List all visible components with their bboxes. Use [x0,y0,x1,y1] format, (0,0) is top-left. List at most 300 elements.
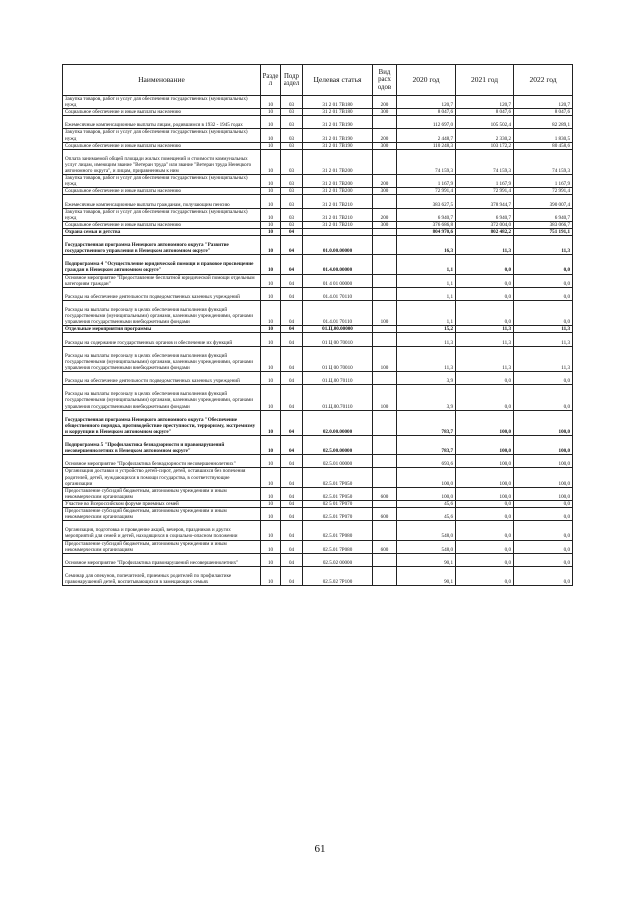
row-2022-cell: 100,0 [514,468,573,487]
row-vid-cell: 200 [373,96,397,109]
row-article-cell: 31 2 01 7В210 [303,195,373,208]
row-vid-cell: 600 [373,540,397,553]
row-podrazdel-cell: 04 [281,300,303,325]
table-row [63,228,573,235]
row-article-cell: 01.Ц.00 70110 [303,372,373,385]
row-2021-cell: 0,0 [456,287,514,300]
row-name-cell: Расходы на выплаты персоналу в целях обеспечения выполнения функций государственными (муниципальными) органами, казенными учреждениями, органами управления государственными внебюджетными фондами [63,346,261,371]
row-2022-cell: 120,7 [514,96,573,109]
row-2021-cell: 0,0 [456,385,514,410]
row-2022-cell: 82 289,1 [514,116,573,129]
row-podrazdel-cell: 04 [281,346,303,371]
row-podrazdel-cell: 03 [281,175,303,188]
table-row [63,540,573,553]
row-name-cell: Подпрограмма 4 "Осуществление юридической помощи и правовое просвещение граждан в Ненецком автономном округе" [63,255,261,274]
table-row [63,287,573,300]
row-name-cell: Участие во Всероссийском форуме приемных семей [63,500,261,507]
header-vid: Вид расх одов [373,65,397,96]
row-2022-cell: 0,0 [514,566,573,585]
table-row [63,274,573,287]
row-vid-cell [373,410,397,435]
row-2021-cell: 0,0 [456,255,514,274]
row-2021-cell: 100,0 [456,468,514,487]
row-2022-cell: 11,3 [514,235,573,254]
row-vid-cell [373,255,397,274]
row-2021-cell: 378 944,7 [456,195,514,208]
row-2020-cell: 120,7 [397,96,456,109]
row-podrazdel-cell: 04 [281,487,303,500]
row-podrazdel-cell: 04 [281,540,303,553]
row-2020-cell: 15,2 [397,326,456,333]
row-2022-cell: 80 458,6 [514,142,573,149]
row-article-cell: 02.5.01 00000 [303,455,373,468]
row-name-cell: Основное мероприятие "Профилактика правонарушений несовершеннолетних" [63,553,261,566]
row-2020-cell: 72 991,4 [397,188,456,195]
row-vid-cell [373,149,397,174]
row-2021-cell: 0,0 [456,553,514,566]
row-vid-cell [373,287,397,300]
row-name-cell: Основное мероприятие "Предоставление бесплатной юридической помощи отдельным категориям граждан" [63,274,261,287]
row-article-cell: 31 2 01 7В200 [303,188,373,195]
row-vid-cell: 300 [373,142,397,149]
row-podrazdel-cell: 03 [281,208,303,221]
row-2021-cell: 11,3 [456,235,514,254]
row-2022-cell: 0,0 [514,372,573,385]
row-name-cell: Предоставление субсидий бюджетным, автономным учреждениям и иным некоммерческим организациям [63,540,261,553]
row-vid-cell: 200 [373,208,397,221]
row-name-cell: Отдельные мероприятия программы [63,326,261,333]
row-vid-cell [373,195,397,208]
row-2022-cell: 0,0 [514,255,573,274]
row-razdel-cell: 10 [261,116,281,129]
row-2022-cell: 0,0 [514,553,573,566]
row-2022-cell: 0,0 [514,521,573,540]
table-row [63,96,573,109]
row-razdel-cell: 10 [261,274,281,287]
row-vid-cell: 300 [373,221,397,228]
row-article-cell: 01 Ц 00 70010 [303,333,373,346]
row-podrazdel-cell: 04 [281,326,303,333]
row-2020-cell: 110 248,3 [397,142,456,149]
row-2021-cell: 11,3 [456,346,514,371]
row-podrazdel-cell: 04 [281,468,303,487]
row-vid-cell [373,228,397,235]
row-podrazdel-cell: 03 [281,109,303,116]
row-name-cell: Организация, подготовка и проведение акций, вечеров, праздников и других мероприятий для семей и детей, находящихся в социально-опасном положении [63,521,261,540]
row-2020-cell: 112 697,0 [397,116,456,129]
table-body [63,96,573,586]
row-podrazdel-cell: 03 [281,96,303,109]
row-name-cell: Государственная программа Ненецкого автономного округа "Развитие государственного управления в Ненецком автономном округе" [63,235,261,254]
row-podrazdel-cell: 03 [281,188,303,195]
row-2021-cell: 100,0 [456,455,514,468]
row-podrazdel-cell: 03 [281,149,303,174]
table-row [63,195,573,208]
row-article-cell: 31 2 01 7В190 [303,129,373,142]
table-row [63,455,573,468]
row-podrazdel-cell: 03 [281,221,303,228]
row-podrazdel-cell: 04 [281,500,303,507]
row-razdel-cell: 10 [261,149,281,174]
table-row [63,300,573,325]
row-vid-cell: 200 [373,129,397,142]
table-row [63,235,573,254]
row-razdel-cell: 10 [261,287,281,300]
row-2020-cell: 383 627,5 [397,195,456,208]
row-podrazdel-cell: 04 [281,333,303,346]
row-razdel-cell: 10 [261,500,281,507]
row-name-cell: Основное мероприятие "Профилактика безнадзорности несовершеннолетних" [63,455,261,468]
row-2022-cell: 11,3 [514,333,573,346]
row-name-cell: Социальное обеспечение и иные выплаты населению [63,188,261,195]
row-podrazdel-cell: 04 [281,228,303,235]
row-2021-cell: 0,0 [456,500,514,507]
table-row [63,255,573,274]
row-2020-cell: 1,1 [397,287,456,300]
row-article-cell: 02.5.02 00000 [303,553,373,566]
row-2020-cell: 100,0 [397,468,456,487]
row-razdel-cell: 10 [261,235,281,254]
row-2022-cell: 100,0 [514,410,573,435]
row-vid-cell: 100 [373,385,397,410]
row-article-cell: 31 2 01 7В210 [303,221,373,228]
row-razdel-cell: 10 [261,385,281,410]
row-2022-cell: 0,0 [514,274,573,287]
row-2022-cell: 0,0 [514,385,573,410]
row-2022-cell: 0,0 [514,287,573,300]
row-name-cell: Предоставление субсидий бюджетным, автономным учреждениям и иным некоммерческим организациям [63,508,261,521]
table-row [63,116,573,129]
row-name-cell: Расходы на обеспечение деятельности подведомственных казенных учреждений [63,372,261,385]
row-2021-cell: 0,0 [456,566,514,585]
row-2020-cell: 8 047,6 [397,109,456,116]
row-2021-cell: 0,0 [456,508,514,521]
row-razdel-cell: 10 [261,333,281,346]
row-razdel-cell: 10 [261,188,281,195]
row-2022-cell: 11,3 [514,326,573,333]
row-2020-cell: 1 167,9 [397,175,456,188]
row-2021-cell: 100,0 [456,410,514,435]
row-2021-cell: 0,0 [456,540,514,553]
row-2021-cell: 11,3 [456,326,514,333]
row-article-cell: 01.4.01 70110 [303,287,373,300]
row-article-cell: 31 2 01 7В210 [303,208,373,221]
row-podrazdel-cell: 04 [281,521,303,540]
row-razdel-cell: 10 [261,346,281,371]
row-razdel-cell: 10 [261,521,281,540]
row-name-cell: Закупка товаров, работ и услуг для обеспечения государственных (муниципальных) нужд [63,208,261,221]
row-podrazdel-cell: 03 [281,129,303,142]
row-name-cell: Социальное обеспечение и иные выплаты населению [63,109,261,116]
row-article-cell: 01 Ц 00 70010 [303,346,373,371]
row-2021-cell: 1 167,9 [456,175,514,188]
row-name-cell: Ежемесячные компенсационные выплаты гражданам, получающим пенсию [63,195,261,208]
row-vid-cell [373,500,397,507]
row-razdel-cell: 10 [261,208,281,221]
header-podrazdel: Подр аздел [281,65,303,96]
table-row [63,221,573,228]
row-article-cell: 01.4.01 70110 [303,300,373,325]
table-row [63,372,573,385]
row-article-cell [303,228,373,235]
row-2020-cell: 1,1 [397,255,456,274]
row-2022-cell: 8 047,6 [514,109,573,116]
row-2022-cell: 100,0 [514,455,573,468]
row-razdel-cell: 10 [261,487,281,500]
row-vid-cell: 100 [373,300,397,325]
row-2020-cell: 6 940,7 [397,208,456,221]
row-2022-cell: 390 007,4 [514,195,573,208]
row-article-cell: 02.5.01 7Р050 [303,468,373,487]
row-podrazdel-cell: 04 [281,435,303,454]
table-row [63,410,573,435]
table-row [63,487,573,500]
row-name-cell: Закупка товаров, работ и услуг для обеспечения государственных (муниципальных) нужд [63,175,261,188]
row-2022-cell: 0,0 [514,540,573,553]
row-2020-cell: 783,7 [397,435,456,454]
row-2022-cell: 72 991,4 [514,188,573,195]
row-name-cell: Закупка товаров, работ и услуг для обеспечения государственных (муниципальных) нужд [63,129,261,142]
table-row [63,385,573,410]
row-podrazdel-cell: 04 [281,255,303,274]
row-name-cell: Государственная программа Ненецкого автономного округа "Обеспечение общественного порядка, противодействие преступности, терроризму, экстремизму и коррупции в Ненецком автономном округе" [63,410,261,435]
row-razdel-cell: 10 [261,175,281,188]
row-2022-cell: 751 191,1 [514,228,573,235]
row-2020-cell: 1,1 [397,300,456,325]
row-article-cell: 31 2 01 7В200 [303,175,373,188]
row-2021-cell: 802 482,2 [456,228,514,235]
row-2021-cell: 103 172,2 [456,142,514,149]
row-article-cell: 02.5.01 7Р070 [303,508,373,521]
row-vid-cell [373,566,397,585]
row-2022-cell: 100,0 [514,435,573,454]
row-vid-cell: 600 [373,487,397,500]
row-razdel-cell: 10 [261,228,281,235]
row-razdel-cell: 10 [261,326,281,333]
table-row [63,500,573,507]
row-2020-cell: 45,6 [397,500,456,507]
header-2021: 2021 год [456,65,514,96]
row-2020-cell: 11,3 [397,333,456,346]
row-2020-cell: 100,0 [397,487,456,500]
row-podrazdel-cell: 04 [281,566,303,585]
row-vid-cell [373,372,397,385]
row-article-cell: 31 2 01 7В180 [303,96,373,109]
row-name-cell: Оплата занимаемой общей площади жилых помещений и стоимости коммунальных услуг лицам, имеющим звание "Ветеран труда" или звание "Ветеран труда Ненецкого автономного округа", и лицам, приравненным к ним [63,149,261,174]
row-2021-cell: 105 502,4 [456,116,514,129]
table-row [63,188,573,195]
row-vid-cell: 600 [373,508,397,521]
row-razdel-cell: 10 [261,410,281,435]
row-2022-cell: 0,0 [514,508,573,521]
row-razdel-cell: 10 [261,540,281,553]
row-2022-cell: 1 830,5 [514,129,573,142]
row-article-cell: 01.0.00.00000 [303,235,373,254]
row-vid-cell [373,116,397,129]
row-2021-cell: 100,0 [456,487,514,500]
row-2021-cell: 2 330,2 [456,129,514,142]
row-vid-cell [373,521,397,540]
table-row [63,142,573,149]
row-podrazdel-cell: 04 [281,274,303,287]
table-row [63,468,573,487]
row-2021-cell: 11,3 [456,333,514,346]
row-2021-cell: 6 940,7 [456,208,514,221]
row-2022-cell: 74 159,3 [514,149,573,174]
row-article-cell: 31 2 01 7В200 [303,149,373,174]
table-row [63,566,573,585]
row-razdel-cell: 10 [261,435,281,454]
row-podrazdel-cell: 04 [281,385,303,410]
row-vid-cell: 100 [373,346,397,371]
row-2021-cell: 72 991,4 [456,188,514,195]
header-article: Целевая статья [303,65,373,96]
row-2020-cell: 548,0 [397,521,456,540]
row-2020-cell: 16,3 [397,235,456,254]
row-2020-cell: 548,0 [397,540,456,553]
row-name-cell: Закупка товаров, работ и услуг для обеспечения государственных (муниципальных) нужд [63,96,261,109]
row-razdel-cell: 10 [261,109,281,116]
row-2021-cell: 100,0 [456,435,514,454]
row-vid-cell: 300 [373,109,397,116]
row-2021-cell: 0,0 [456,372,514,385]
table-row [63,208,573,221]
row-2020-cell: 11,3 [397,346,456,371]
row-name-cell: Расходы на содержание государственных органов и обеспечение их функций [63,333,261,346]
row-name-cell: Семинар для опекунов, попечителей, приемных родителей по профилактике правонарушений детей, воспитывающихся в замещающих семьях [63,566,261,585]
row-2022-cell: 1 167,9 [514,175,573,188]
table-row [63,521,573,540]
row-2020-cell: 693,6 [397,455,456,468]
page-number: 61 [314,843,326,855]
row-vid-cell [373,468,397,487]
row-vid-cell [373,553,397,566]
row-article-cell: 01.Ц.00.00000 [303,326,373,333]
row-podrazdel-cell: 03 [281,195,303,208]
row-podrazdel-cell: 04 [281,235,303,254]
row-2022-cell: 0,0 [514,300,573,325]
row-name-cell: Социальное обеспечение и иные выплаты населению [63,221,261,228]
row-article-cell: 02.5.01 7Р080 [303,521,373,540]
row-2022-cell: 0,0 [514,500,573,507]
row-2022-cell: 11,3 [514,346,573,371]
row-article-cell: 02.5.01 7Р050 [303,487,373,500]
table-row [63,553,573,566]
row-vid-cell: 300 [373,188,397,195]
table-row [63,326,573,333]
table-row [63,435,573,454]
row-podrazdel-cell: 04 [281,287,303,300]
row-article-cell: 31 2 01 7В190 [303,142,373,149]
row-2021-cell: 0,0 [456,300,514,325]
header-2020: 2020 год [397,65,456,96]
row-2021-cell: 8 047,6 [456,109,514,116]
row-razdel-cell: 10 [261,553,281,566]
row-2020-cell: 2 448,7 [397,129,456,142]
row-name-cell: Организация доставки и устройство детей-сирот, детей, оставшихся без попечения родителей, детей, нуждающихся в помощи государства, в соответствующие организации [63,468,261,487]
row-podrazdel-cell: 03 [281,142,303,149]
row-vid-cell [373,274,397,287]
row-2020-cell: 74 159,3 [397,149,456,174]
document-page [62,64,572,586]
row-vid-cell [373,455,397,468]
row-name-cell: Предоставление субсидий бюджетным, автономным учреждениям и иным некоммерческим организациям [63,487,261,500]
table-row [63,129,573,142]
row-razdel-cell: 10 [261,96,281,109]
row-2021-cell: 0,0 [456,521,514,540]
row-razdel-cell: 10 [261,566,281,585]
row-name-cell: Подпрограмма 5 "Профилактика безнадзорности и правонарушений несовершеннолетних в Ненецком автономном округе" [63,435,261,454]
row-article-cell: 31 2 01 7В190 [303,116,373,129]
row-podrazdel-cell: 04 [281,410,303,435]
row-vid-cell [373,326,397,333]
row-2020-cell: 376 686,8 [397,221,456,228]
row-razdel-cell: 10 [261,255,281,274]
row-article-cell: 01 4 01 00000 [303,274,373,287]
row-2021-cell: 74 159,3 [456,149,514,174]
row-podrazdel-cell: 04 [281,372,303,385]
row-2020-cell: 1,1 [397,274,456,287]
row-2022-cell: 6 940,7 [514,208,573,221]
row-2021-cell: 372 004,0 [456,221,514,228]
row-2020-cell: 90,1 [397,566,456,585]
row-2020-cell: 783,7 [397,410,456,435]
row-podrazdel-cell: 03 [281,116,303,129]
row-razdel-cell: 10 [261,468,281,487]
row-razdel-cell: 10 [261,508,281,521]
header-razdel: Разде л [261,65,281,96]
table-row [63,346,573,371]
header-2022: 2022 год [514,65,573,96]
budget-table [62,64,573,586]
table-row [63,175,573,188]
row-razdel-cell: 10 [261,372,281,385]
row-vid-cell [373,333,397,346]
row-2021-cell: 120,7 [456,96,514,109]
row-2020-cell: 45,6 [397,508,456,521]
row-razdel-cell: 10 [261,129,281,142]
row-podrazdel-cell: 04 [281,508,303,521]
row-razdel-cell: 10 [261,221,281,228]
table-row [63,109,573,116]
row-article-cell: 02.0.00.00000 [303,410,373,435]
row-vid-cell [373,235,397,254]
table-row [63,149,573,174]
row-article-cell: 02.5.01 7Р080 [303,540,373,553]
row-2022-cell: 383 066,7 [514,221,573,228]
row-razdel-cell: 10 [261,142,281,149]
row-podrazdel-cell: 04 [281,455,303,468]
row-article-cell: 02.5.02 7Р100 [303,566,373,585]
row-2020-cell: 3,9 [397,372,456,385]
table-header-row [63,65,573,96]
row-name-cell: Социальное обеспечение и иные выплаты населению [63,142,261,149]
row-podrazdel-cell: 04 [281,553,303,566]
row-2022-cell: 100,0 [514,487,573,500]
row-name-cell: Расходы на выплаты персоналу в целях обеспечения выполнения функций государственными (муниципальными) органами, казенными учреждениями, органами управления государственными внебюджетными фондами [63,385,261,410]
row-vid-cell: 200 [373,175,397,188]
row-vid-cell [373,435,397,454]
row-article-cell: 01.Ц.00.70110 [303,385,373,410]
row-name-cell: Ежемесячные компенсационные выплаты лицам, родившимся в 1932 - 1945 годах [63,116,261,129]
row-2021-cell: 0,0 [456,274,514,287]
row-article-cell: 01.4.00.00000 [303,255,373,274]
row-name-cell: Расходы на обеспечение деятельности подведомственных казенных учреждений [63,287,261,300]
row-article-cell: 31 2 01 7В180 [303,109,373,116]
row-article-cell: 02 5 01 7Р070 [303,500,373,507]
row-razdel-cell: 10 [261,455,281,468]
row-2020-cell: 3,9 [397,385,456,410]
